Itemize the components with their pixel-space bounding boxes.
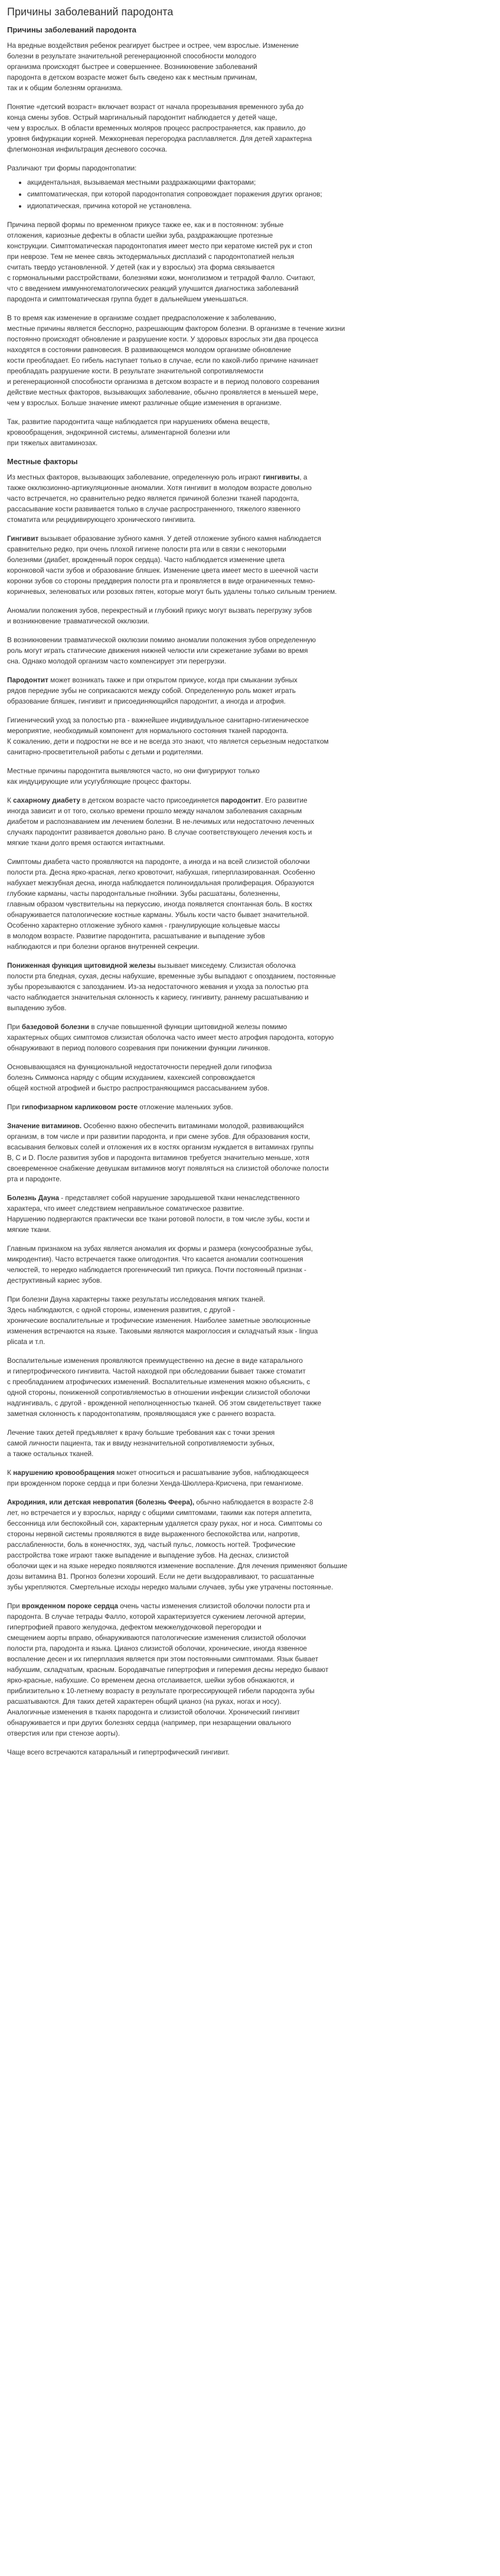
section-heading-local-factors: Местные факторы xyxy=(7,457,78,466)
paragraph: Различают три формы пародонтопатии: xyxy=(7,164,137,172)
paragraph xyxy=(7,1467,494,1489)
term: нарушению кровообращения xyxy=(13,1468,115,1477)
text: может возникать также и при открытом прикусе, когда при смыкании зубных рядов передние зубы не соприкасаются между собой. Определенную роль может играть образование бляшек, гингивит и присоединяющийся пародонтит, а иногда и атрофия. xyxy=(7,676,298,705)
term: гипофизарном карликовом росте xyxy=(21,1103,138,1111)
paragraph: Лечение таких детей предъявляет к врачу большие требования как с точки зрения самой личности пациента, так и ввиду незначительной сопротивляемости зубных, а также остальных тканей. xyxy=(7,1428,275,1458)
list-item: • акцидентальная, вызываемая местными раздражающими факторами; xyxy=(27,177,494,188)
paragraph xyxy=(7,472,494,525)
term: пародонтит xyxy=(220,796,262,804)
text: К xyxy=(7,1468,14,1477)
text: При xyxy=(7,1103,22,1111)
text: в детском возрасте часто присоединяется xyxy=(80,796,221,804)
text: Особенно важно обеспечить витаминами молодой, развивающийся организм, в том числе и при развитии пародонта, и при смене зубов. Для образования кости, всасывания белковых солей и отложения их в костях организм нуждается в витаминах группы В, С и D. После развития зубов и пародонта витаминов требуется значительно меньше, хотя своевременное снабжение девушкам витаминов могут появляться на слизистой оболочке полости рта и пародонте. xyxy=(7,1122,329,1183)
text: Из местных факторов, вызывающих заболевание, определенную роль играют xyxy=(7,473,262,481)
term: Пародонтит xyxy=(7,676,48,684)
paragraph xyxy=(7,675,494,707)
paragraph xyxy=(7,1192,494,1235)
paragraph: Причина первой формы по временном прикусе также ее, как и в постоянном: зубные отложения, кариозные дефекты в области шейки зуба, раздражающие протезные конструкции. Симптоматическая пародонтопатия имеет место при кератоме кистей рук и стоп при неврозе. Тем не менее связь эктодермальных дисплазий с пародонтопатией нельзя считать твердо установленной. У детей (как и у взрослых) эта форма связывается с гормональными расстройствами, болезнями кожи, монголизмом и тетрадой Фалло. Считают, что с введением иммунногематологических реакций улучшится диагностика заболеваний пародонта и симптоматическая группа будет в дальнейшем уменьшаться. xyxy=(7,221,315,303)
text: При xyxy=(7,1602,22,1610)
term: Гингивит xyxy=(7,534,39,543)
list-item: • симптоматическая, при которой пародонтопатия сопровождает поражения других органов; xyxy=(27,189,494,199)
term: Болезнь Дауна xyxy=(7,1194,60,1202)
paragraph xyxy=(7,795,494,848)
paragraph xyxy=(7,960,494,1013)
text: При xyxy=(7,1023,22,1031)
text: в случае повышенной функции щитовидной железы помимо характерных общих симптомов слизистая оболочка часто имеет место атрофия пародонта, которую обнаруживают в период полового созревания при понижении функции личинков. xyxy=(7,1023,334,1052)
term: гингивиты xyxy=(263,473,300,481)
text: вызывает микседему. Слизистая оболочка полости рта бледная, сухая, десны набухшие, временные зубы выпадают с опозданием, постоянные зубы прорезываются с запозданием. Из-за недостаточного жевания и ухода за полостью рта часто наблюдается значительная склонность к кариесу, гингивиту, раннему расшатыванию и выпадению зубов. xyxy=(7,961,336,1012)
paragraph: При болезни Дауна характерны также результаты исследования мягких тканей. Здесь наблюдаются, с одной стороны, изменения развития, с другой - хронические воспалительные и трофические изменения. Наиболее заметные эволюционные изменения встречаются на языке. Таковыми являются макроглоссия и складчатый язык - lingua plicata и т.п. xyxy=(7,1295,318,1346)
paragraph: Основывающаяся на функциональной недостаточности передней доли гипофиза болезнь Симмонса наряду с общим исхуданием, кахексией сопровождается общей костной атрофией и быстро распространяющимся рассасыванием зубов. xyxy=(7,1063,272,1092)
paragraph: Понятие «детский возраст» включает возраст от начала прорезывания временного зуба до конца смены зубов. Острый маргинальный пародонтит наблюдается у детей чаще, чем у взрослых. В области временных моляров процесс распространяется, как правило, до уровня бифуркации корней. Межкорневая перегородка расплавляется. Для детей характерна флегмонозная инфильтрация десневого сосочка. xyxy=(7,103,312,153)
term: Акродиния, или детская невропатия (болезнь Феера), xyxy=(7,1498,195,1506)
text: . Его развитие иногда зависит и от того, сколько времени прошло между началом заболевания сахарным диабетом и распознаванием им лечением болезни. В не-лечимых или недостаточно леченных случаях пародонтит развивается довольно рано. В случае соответствующего лечения кость и мягкие ткани долго время остаются интактными. xyxy=(7,796,315,847)
term: врожденном пороке сердца xyxy=(21,1602,119,1610)
page-title: Причины заболеваний пародонта xyxy=(7,6,174,18)
paragraph xyxy=(7,1121,494,1184)
section-heading-causes: Причины заболеваний пародонта xyxy=(7,25,136,34)
term: сахарному диабету xyxy=(13,796,80,804)
list-item: • идиопатическая, причина которой не установлена. xyxy=(27,201,494,211)
text: может относиться и расшатывание зубов, наблюдающееся при врожденном пороке сердца и при болезни Хенда-Шюллера-Крисчена, при гемангиоме. xyxy=(7,1468,309,1487)
paragraph: В то время как изменение в организме создает предрасположение к заболеванию, местные причины является бесспорно, разрешающим фактором болезни. В организме в течение жизни постоянно происходят обновление и разрушение кости. У здоровых взрослых эти два процесса находятся в состоянии равновесия. В развивающемся молодом организме обновление кости преобладает. Ео гибель наступает только в случае, если по какой-либо причине начинает преобладать разрушение кости. В результате значительной сопротивляемости и регенерационной способности организма в детском возрасте и в период полового созревания действие местных факторов, вызывающих заболевание, обычно проявляется в меньшей мере, чем у взрослых. Больше значение имеют различные общие изменения в организме. xyxy=(7,314,345,407)
paragraph: Главным признаком на зубах является аномалия их формы и размера (конусообразные зубы, микродентия). Часто встречается также олигодонтия. Что касается аномалии соотношения челюстей, то нередко наблюдается прогенический тип прикуса. Почти постоянный признак - деструктивный кариес зубов. xyxy=(7,1244,313,1284)
text: вызывает образование зубного камня. У детей отложение зубного камня наблюдается сравнительно редко, при очень плохой гигиене полости рта или в связи с некоторыми болезнями (диабет, врожденный порок сердца). Часто наблюдается изменение цвета коронковой части зубов и образование бляшек. Изменение цвета имеет место в шеечной части коронки зубов со стороны преддверия полости рта и проявляется в виде ограниченных темно- коричневых, зеленоватых или розовых пятен, которые могут быть удалены только сильным трением. xyxy=(7,534,337,596)
term: Значение витаминов. xyxy=(7,1122,82,1130)
text: очень часты изменения слизистой оболочки полости рта и пародонта. В случае тетрады Фалло, которой характеризуется сужением легочной артерии, гипертрофией правого желудочка, дефектом межжелудочковой перегородки и смещением аорты вправо, обнаруживаются патологические изменения слизистой оболочки полости рта, пародонта и языка. Цианоз слизистой оболочки, хронические, иногда язвенное воспаление десен и их гиперплазия является при этом постоянными симптомами. Язык бывает набухшим, складчатым, красным. Бородавчатые гипертрофия и гиперемия десны нередко бывают ярко-красные, набухшие. Со временем десна отслаивается, шейки зубов обнажаются, и приблизительно к 10-летнему возрасту в результате прогрессирующей гибели пародонта зубы расшатываются. Для таких детей характерен общий цианоз (на руках, ногах и носу). Аналогичные изменения в тканях пародонта и слизистой оболочки. Хронический гингивит обнаруживается и при других болезнях сердца (например, при незаращении овального отверстия или при стенозе аорты). xyxy=(7,1602,329,1737)
text: - представляет собой нарушение зародышевой ткани ненаследственного характера, что имеет следствием неправильное соматическое развитие. Нарушению подвергаются практически все ткани ротовой полости, в том числе зубы, кости и мягкие ткани. xyxy=(7,1194,310,1234)
paragraph xyxy=(7,1497,494,1592)
term: базедовой болезни xyxy=(21,1023,90,1031)
paragraph: Чаще всего встречаются катаральный и гипертрофический гингивит. xyxy=(7,1748,230,1756)
paragraph: Так, развитие пародонтита чаще наблюдается при нарушениях обмена веществ, кровообращения, эндокринной системы, алиментарной болезни или при тяжелых авитаминозах. xyxy=(7,418,270,447)
paragraph: В возникновении травматической окклюзии помимо аномалии положения зубов определенную роль могут играть статические движения нижней челюсти или скрежетание зубами во время сна. Однако молодой организм часто компенсирует эти перегрузки. xyxy=(7,636,316,665)
text: К xyxy=(7,796,14,804)
paragraph: На вредные воздействия ребенок реагирует быстрее и острее, чем взрослые. Изменение болезни в результате значительной регенерационной способности молодого организма происходят быстрее и совершеннее. Возникновение заболеваний пародонта в детском возрасте может быть сведено как к местным причинам, так и к общим болезням организма. xyxy=(7,41,299,92)
paragraph xyxy=(7,1601,494,1739)
paragraph: Воспалительные изменения проявляются преимущественно на десне в виде катарального и гипертрофического гингивита. Частой находкой при обследовании бывает также стоматит с преобладанием атрофических изменений. Воспалительные изменения можно объяснить, с одной стороны, пониженной сопротивляемостью в отношении инфекции слизистой оболочки надгингиваль, с другой - врожденной неполноценностью тканей. Об этом свидетельствует также заметная склонность к пародонтопатиям, проявляющаяся уже с раннего возраста. xyxy=(7,1356,322,1418)
term: Пониженная функция щитовидной железы xyxy=(7,961,156,970)
forms-list xyxy=(7,177,494,211)
paragraph: Местные причины пародонтита выявляются часто, но они фигурируют только как индуцирующие или усугубляющие процесс факторы. xyxy=(7,767,260,786)
paragraph xyxy=(7,533,494,597)
text: отложение маленьких зубов. xyxy=(138,1103,233,1111)
paragraph: Гигиенический уход за полостью рта - важнейшее индивидуальное санитарно-гигиеническое мероприятие, необходимый компонент для нормального состояния тканей пародонта. К сожалению, дети и подростки не все и не всегда это знают, что является серьезным недостатком санитарно-просветительной работы с детьми и родителями. xyxy=(7,716,329,756)
paragraph xyxy=(7,1102,494,1112)
text: , а также окклюзионно-артикуляционные аномалии. Хотя гингивит в молодом возрасте довольно часто встречается, но сравнительно редко является причиной болезни тканей пародонта, рассасывание кости развивается только в случае распространенного, тяжелого язвенного стоматита или рецидивирующего хронического гингивита. xyxy=(7,473,312,524)
paragraph: Симптомы диабета часто проявляются на пародонте, а иногда и на всей слизистой оболочки полости рта. Десна ярко-красная, легко кровоточит, набухшая, гиперплазированная. Особенно набухает межзубная десна, иногда наблюдается полиноидальная пролиферация. Образуются глубокие карманы, часты пародонтальные гнойники. Зубы расшатаны, болезненны, главным образом чувствительны на перкуссию, иногда появляется спонтанная боль. В костях обнаруживается патологические костные карманы. Убыль кости часто бывает значительной. Особенно характерно отложение зубного камня - гранулирующие кольцевые массы в молодом возрасте. Развитие пародонтита, расшатывание и выпадение зубов наблюдаются и при болезни органов внутренней секреции. xyxy=(7,857,315,951)
paragraph xyxy=(7,1021,494,1053)
text: обычно наблюдается в возрасте 2-8 лет, но встречается и у взрослых, наряду с общими симптомами, такими как потеря аппетита, бессонница или беспокойный сон, характерным удаляется сразу руках, ног и носа. Симптомы со стороны нервной системы проявляются в виде выраженного беспокойства или, напротив, расслабленности, боль в конечностях, зуд, частый пульс, ломкость ногтей. Трофические расстройства тоже играют также выпадение и выпадение зубов. На деснах, слизистой оболочки щек и на языке нередко появляются изменение воспаление. Для лечения применяют большие дозы витамина В1. Прогноз болезни хороший. Если не дети выздоравливают, то расшатанные зубы укрепляются. Смертельные исходы нередко малыми случаев, зубы уже утрачены постоянные. xyxy=(7,1498,348,1591)
paragraph: Аномалии положения зубов, перекрестный и глубокий прикус могут вызвать перегрузку зубов и возникновение травматической окклюзии. xyxy=(7,606,312,625)
